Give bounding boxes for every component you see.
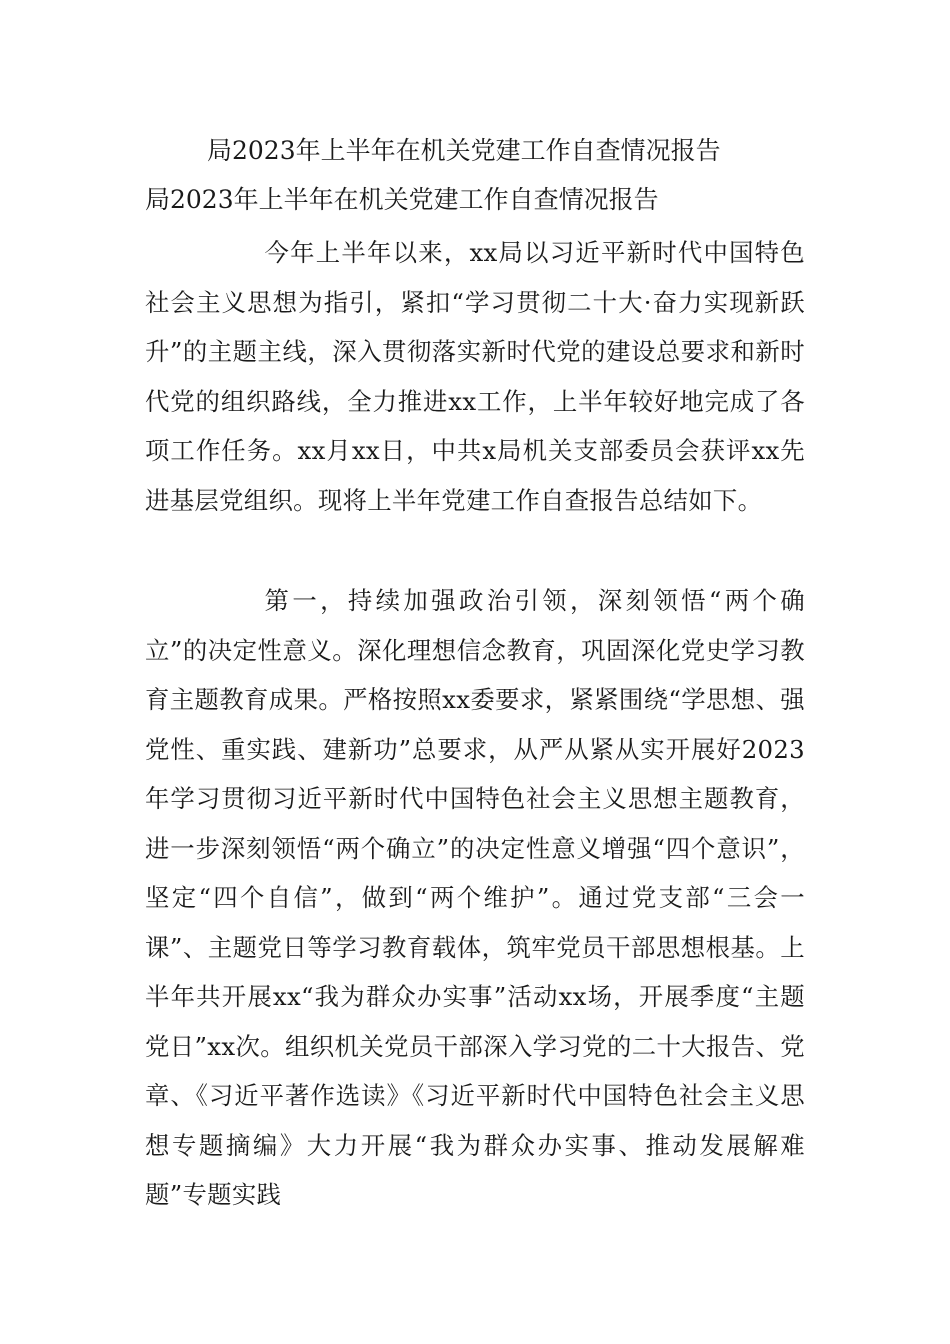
document-subtitle: 局2023年上半年在机关党建工作自查情况报告 bbox=[145, 185, 659, 214]
paragraph-intro: 今年上半年以来，xx局以习近平新时代中国特色社会主义思想为指引，紧扣“学习贯彻二十大·奋力实现新跃升”的主题主线，深入贯彻落实新时代党的建设总要求和新时代党的组织路线，全力推进xx工作，上半年较好地完成了各项工作任务。xx月xx日，中共x局机关支部委员会获评xx先进基层党组织。现将上半年党建工作自查报告总结如下。 bbox=[145, 238, 805, 515]
document-title: 局2023年上半年在机关党建工作自查情况报告 bbox=[207, 136, 721, 165]
paragraph-section-one: 第一，持续加强政治引领，深刻领悟“两个确立”的决定性意义。深化理想信念教育，巩固深化党史学习教育主题教育成果。严格按照xx委要求，紧紧围绕“学思想、强党性、重实践、建新功”总要求，从严从紧从实开展好2023年学习贯彻习近平新时代中国特色社会主义思想主题教育，进一步深刻领悟“两个确立”的决定性意义增强“四个意识”，坚定“四个自信”，做到“两个维护”。通过党支部“三会一课”、主题党日等学习教育载体，筑牢党员干部思想根基。上半年共开展xx“我为群众办实事”活动xx场，开展季度“主题党日”xx次。组织机关党员干部深入学习党的二十大报告、党章、《习近平著作选读》《习近平新时代中国特色社会主义思想专题摘编》大力开展“我为群众办实事、推动发展解难题”专题实践 bbox=[145, 586, 805, 1209]
